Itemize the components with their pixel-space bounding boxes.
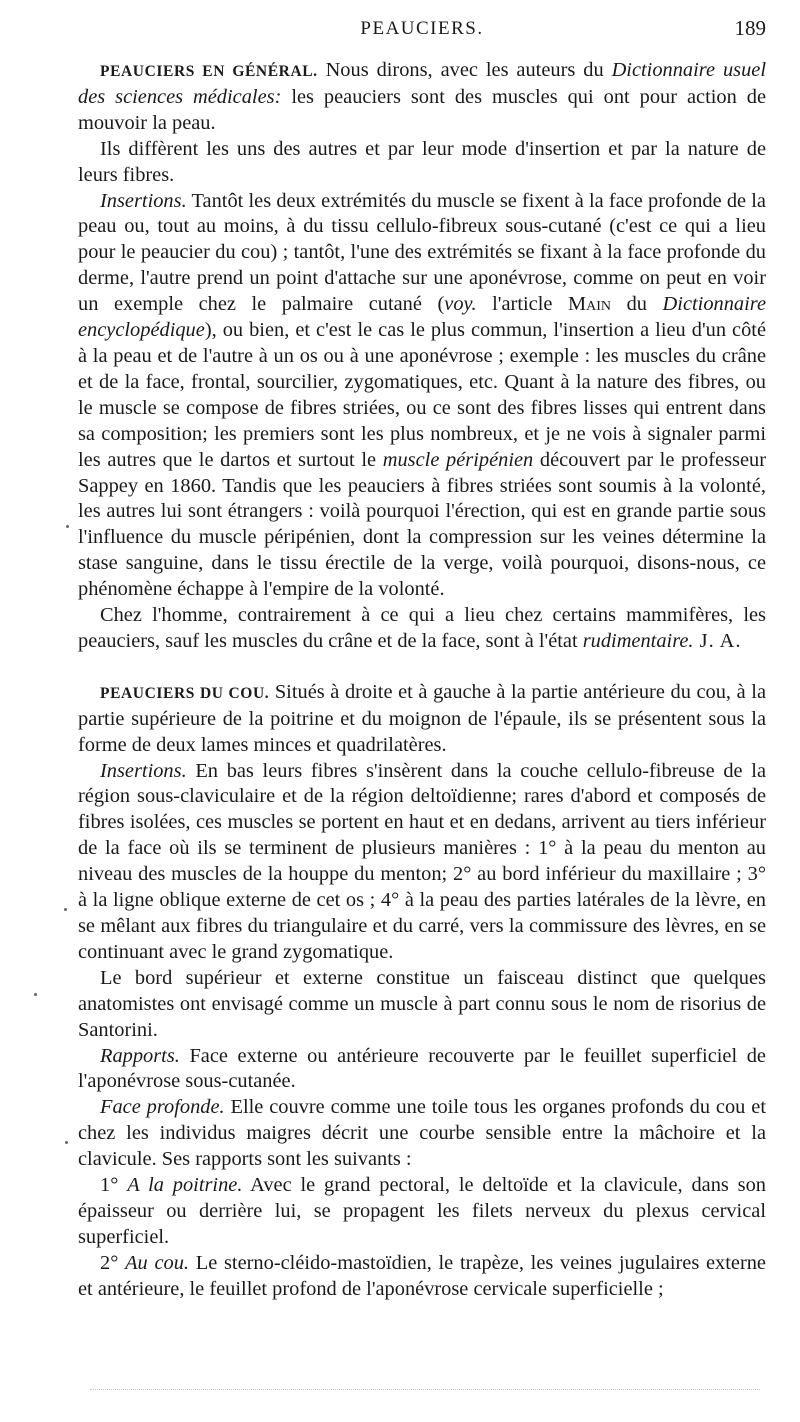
text-run: Le sterno-cléido-mastoïdien, le trapèze, les veines jugulaires externe et antérieure, le feuillet profond de l'aponévrose cervicale superficielle ;	[78, 1251, 766, 1300]
section1-paragraph-2: Ils diffèrent les uns des autres et par leur mode d'insertion et par la nature de leurs fibres.	[78, 137, 766, 186]
text-run: découvert par le professeur Sappey en 1860. Tandis que les peauciers à fibres striées sont soumis à la volonté, les autres lui sont étrangers : voilà pourquoi l'érection, qui est en grande partie sous l'influence du muscle péripénien, dont la compression sur les veines détermine la stase sanguine, dans le tissu érectile de la verge, voilà pourquoi, disons-nous, ce phénomène échappe à l'empire de la volonté.	[78, 448, 766, 601]
running-head: PEAUCIERS.	[360, 18, 484, 39]
text-run: Situés à droite et à gauche à la partie antérieure du cou, à la partie supérieure de la poitrine et du moignon de l'épaule, ils se présentent sous la forme de deux lames minces et quadrilatères.	[78, 680, 766, 756]
section2-poitrine	[78, 1173, 766, 1251]
text-run: Tantôt les deux extrémités du muscle se fixent à la face profonde de la peau ou, tout au moins, à du tissu cellulo-fibreux sous-cutané (c'est ce qui a lieu pour le peaucier du cou) ; tantôt, l'une des extrémités se fixant à la face profonde du derme, l'autre prend un point d'attache sur une aponévrose, comme on peut en voir un exemple chez le palmaire cutané (	[78, 189, 766, 316]
section-heading-general: PEAUCIERS EN GÉNÉRAL.	[100, 63, 318, 80]
section2-rapports	[78, 1044, 766, 1096]
section1-conclusion	[78, 603, 766, 655]
section2-risorius: Le bord supérieur et externe constitue un faisceau distinct que quelques anatomistes ont envisagé comme un muscle à part connu sous le nom de risorius de Santorini.	[78, 966, 766, 1041]
page-header	[78, 14, 766, 44]
section-heading-neck: PEAUCIERS DU COU.	[100, 684, 270, 702]
text-run: Nous dirons, avec les auteurs du	[317, 59, 612, 81]
article-body	[78, 58, 766, 1303]
text-run: Avec le grand pectoral, le deltoïde et la clavicule, dans son épaisseur ou derrière lui, se propagent les filets nerveux du plexus cervical superficiel.	[78, 1174, 767, 1248]
subheading-rapports: Rapports.	[100, 1044, 180, 1067]
section2-cou	[78, 1251, 766, 1303]
text-run-italic: Dictionnaire encyclopédique	[78, 293, 766, 342]
section1-insertions	[78, 189, 766, 604]
page-number: 189	[734, 16, 766, 40]
print-speck	[66, 525, 69, 528]
text-run-italic: Dictionnaire usuel des sciences médicales:	[78, 59, 766, 108]
list-number: 1°	[100, 1174, 128, 1197]
subheading-insertions: Insertions.	[100, 189, 187, 212]
author-signature: J. A.	[693, 629, 742, 652]
subheading-insertions: Insertions.	[100, 759, 187, 782]
subheading-poitrine: A la poitrine.	[127, 1174, 243, 1197]
bleed-through-line	[90, 1389, 760, 1392]
text-run-smallcaps: Main	[567, 293, 611, 316]
text-run: l'article	[476, 293, 568, 316]
text-run-italic: muscle péripénien	[382, 448, 534, 471]
list-number: 2°	[100, 1251, 126, 1274]
text-run: ), ou bien, et c'est le cas le plus commun, l'insertion a lieu d'un côté à la peau et de l'autre à un os ou à une aponévrose ; exemple : les muscles du crâne et de la face, frontal, sourcilier, zygomatiques, etc. Quant à la nature des fibres, ou le muscle se compose de fibres striées, ou ce sont des fibres lisses qui entrent dans sa composition; les premiers sont les plus nombreux, et je ne vois à signaler parmi les autres que le dartos et surtout le	[78, 319, 766, 471]
section-divider	[78, 655, 766, 680]
section2-insertions	[78, 759, 766, 966]
section2-intro	[78, 680, 766, 759]
text-run: En bas leurs fibres s'insèrent dans la couche cellulo-fibreuse de la région sous-claviculaire et de la région deltoïdienne; rares d'abord et composés de fibres isolées, ces muscles se portent en haut et en dedans, arrivent au tiers inférieur de la face où ils se terminent de plusieurs manières : 1° à la peau du menton au niveau des muscles de la houppe du menton; 2° au bord inférieur du maxillaire ; 3° à la ligne oblique externe de cet os ; 4° à la peau des parties latérales de la lèvre, en se mêlant aux fibres du triangulaire et du carré, vers la commissure des lèvres, en se continuant avec le grand zygomatique.	[78, 759, 766, 963]
text-run: Chez l'homme, contrairement à ce qui a lieu chez certains mammifères, les peauciers, sauf les muscles du crâne et de la face, sont à l'état	[78, 604, 766, 652]
text-run-italic: voy.	[444, 293, 477, 316]
text-run-italic: rudimentaire.	[582, 629, 694, 652]
text-run: Face externe ou antérieure recouverte par le feuillet superficiel de l'aponévrose sous-cutanée.	[78, 1044, 766, 1093]
print-speck	[34, 993, 37, 996]
section1-intro	[78, 58, 766, 137]
subheading-cou: Au cou.	[125, 1251, 190, 1274]
text-run: les peauciers sont des muscles qui ont pour action de mouvoir la peau.	[78, 85, 766, 134]
print-speck	[64, 908, 67, 911]
subheading-face-profonde: Face profonde.	[100, 1096, 225, 1119]
section2-face-profonde	[78, 1095, 766, 1173]
text-run: du	[611, 293, 663, 316]
text-run: Elle couvre comme une toile tous les organes profonds du cou et chez les individus maigres décrit une courbe sensible entre la mâchoire et la clavicule. Ses rapports sont les suivants :	[78, 1096, 766, 1171]
print-speck	[65, 1141, 68, 1144]
